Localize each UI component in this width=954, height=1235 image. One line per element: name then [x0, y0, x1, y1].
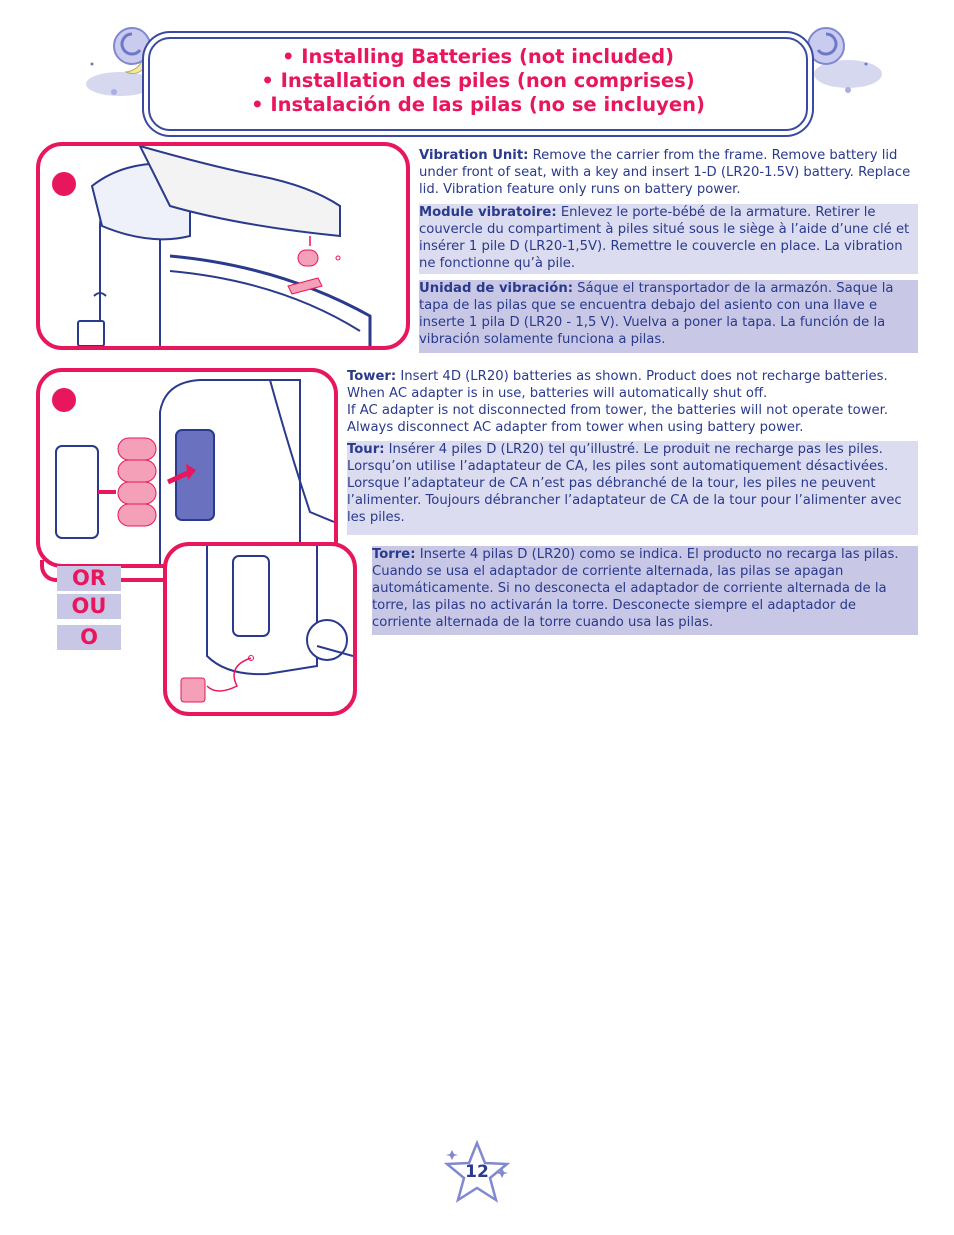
tower-french-body: Insérer 4 piles D (LR20) tel qu’illustré. Le produit ne recharge pas les piles. Lorsqu’on utilise l’adaptateur de CA, les piles sont automatiquement désactivées. Lorsque l’adaptateur de CA n’est pas débranché de la tour, les piles ne peuvent l’alimenter. Toujours débrancher l’adaptateur de CA de la tour pour l’alimenter avec les piles. — [347, 442, 902, 525]
vibration-english-label: Vibration Unit: — [419, 148, 529, 163]
title-spanish: • Instalación de las pilas (no se incluyen) — [251, 93, 705, 116]
vibration-french-body: Enlevez le porte-bébé de la armature. Retirer le couvercle du compartiment à piles situé sous le siège à l’aide d’une clé et insérer 1 pile D (LR20-1,5V). Remettre le couvercle en place. La vibration ne fonctionne qu’à pile. — [419, 205, 910, 271]
or-label-english: OR — [57, 566, 121, 591]
vibration-spanish-text — [419, 280, 918, 353]
page-number: 12 — [465, 1162, 489, 1182]
tower-french-text — [347, 441, 918, 535]
vibration-english-text — [419, 147, 914, 198]
tower-battery-illustration — [36, 368, 338, 568]
vibration-spanish-label: Unidad de vibración: — [419, 281, 573, 296]
step-marker-2 — [52, 388, 76, 412]
tower-spanish-label: Torre: — [372, 547, 416, 562]
tower-spanish-text — [372, 546, 918, 635]
seat-underside-drawing — [40, 146, 406, 346]
battery-stack — [118, 438, 156, 526]
title-english: • Installing Batteries (not included) — [281, 45, 675, 68]
vibration-french-label: Module vibratoire: — [419, 205, 557, 220]
vibration-french-text — [419, 204, 918, 274]
tower-spanish-body: Inserte 4 pilas D (LR20) como se indica. El producto no recarga las pilas. Cuando se usa el adaptador de corriente alternada, las pilas se apagan automáticamente. Si no desconecta el adaptador de corriente alternada de la torre, las pilas no activarán la torre. Desconecte siempre el adaptador de corriente alternada de la torre cuando usa las pilas. — [372, 547, 899, 630]
or-label-spanish: O — [57, 625, 121, 650]
vibration-unit-illustration — [36, 142, 410, 350]
vibration-spanish-body: Sáque el transportador de la armazón. Saque la tapa de las pilas que se encuentra debajo del asiento con una llave e inserte 1 pila D (LR20 - 1,5 V). Vuelva a poner la tapa. La función de la vibración solamente funciona a pilas. — [419, 281, 894, 347]
vibration-english-body: Remove the carrier from the frame. Remove battery lid under front of seat, with a key and insert 1-D (LR20-1.5V) battery. Replace lid. Vibration feature only runs on battery power. — [419, 148, 911, 197]
step-marker-1 — [52, 172, 76, 196]
title-french: • Installation des piles (non comprises) — [261, 69, 695, 92]
ac-adapter-drawing — [167, 546, 353, 712]
tower-english-body-2: If AC adapter is not disconnected from tower, the batteries will not operate tower. Always disconnect AC adapter from tower when using battery power. — [347, 403, 889, 435]
tower-english-label: Tower: — [347, 369, 397, 384]
tower-english-text — [347, 368, 917, 436]
tower-compartment-drawing — [40, 372, 334, 564]
tower-french-label: Tour: — [347, 442, 385, 457]
or-label-french: OU — [57, 594, 121, 619]
page-number-star — [444, 1140, 510, 1206]
tower-english-body: Insert 4D (LR20) batteries as shown. Product does not recharge batteries. When AC adapter is in use, batteries will automatically shut off. — [347, 369, 888, 401]
title-banner — [148, 37, 808, 131]
ac-adapter-illustration — [163, 542, 357, 716]
